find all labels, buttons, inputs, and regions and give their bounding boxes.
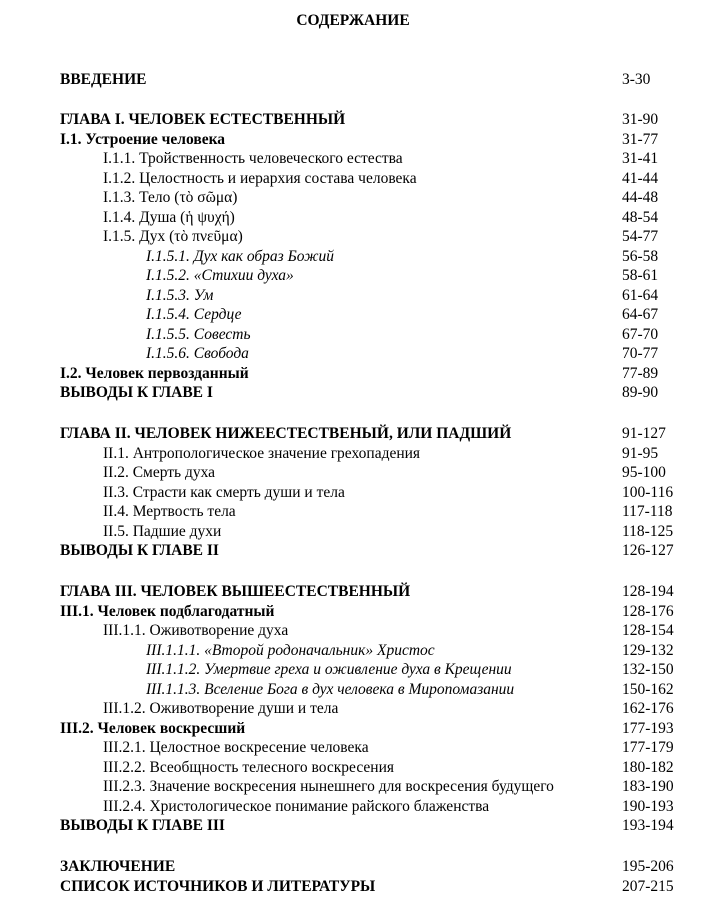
toc-entry-title: II.3. Страсти как смерть души и тела xyxy=(103,483,345,501)
toc-entry-pages: 128-176 xyxy=(622,602,674,620)
toc-entry xyxy=(0,444,706,464)
toc-entry xyxy=(0,286,706,306)
toc-entry-pages: 193-194 xyxy=(622,817,674,834)
toc-entry xyxy=(0,305,706,325)
toc-entry xyxy=(0,149,706,169)
toc-entry xyxy=(0,621,706,641)
toc-entry-pages: 207-215 xyxy=(622,877,674,895)
toc-entry-pages: 117-118 xyxy=(622,503,673,520)
toc-entry-pages: 91-95 xyxy=(622,444,659,462)
toc-entry xyxy=(0,699,706,719)
toc-entry-title: I.1.5.6. Свобода xyxy=(146,345,249,362)
toc-entry-pages: 128-154 xyxy=(622,622,674,639)
toc-entry xyxy=(0,857,706,877)
toc-entry xyxy=(0,602,706,622)
toc-entry-title: I.1.5. Дух (τὸ πνεῦμα) xyxy=(103,228,243,245)
toc-entry-title: III.2.1. Целостное воскресение человека xyxy=(103,739,369,756)
toc-entry-pages: 41-44 xyxy=(622,169,659,187)
toc-entry-pages: 183-190 xyxy=(622,778,674,795)
toc-entry-title: III.1.1.1. «Второй родоначальник» Христос xyxy=(146,641,435,659)
toc-entry-title: ВЫВОДЫ К ГЛАВЕ III xyxy=(60,817,225,834)
toc-entry-title: I.1.3. Тело (τὸ σῶμα) xyxy=(103,189,238,206)
page-title: СОДЕРЖАНИЕ xyxy=(296,12,410,29)
toc-entry-title: ГЛАВА III. ЧЕЛОВЕК ВЫШЕЕСТЕСТВЕННЫЙ xyxy=(60,583,411,600)
toc-entry xyxy=(0,719,706,739)
toc-entry-pages: 64-67 xyxy=(622,306,659,323)
toc-entry-title: I.1.5.1. Дух как образ Божий xyxy=(146,247,335,265)
toc-entry-title: ГЛАВА I. ЧЕЛОВЕК ЕСТЕСТВЕННЫЙ xyxy=(60,111,346,128)
toc-entry-pages: 91-127 xyxy=(622,425,666,442)
toc-entry-pages: 177-179 xyxy=(622,739,674,756)
toc-entry xyxy=(0,816,706,836)
toc-entry-title: II.2. Смерть духа xyxy=(103,464,216,481)
toc-entry-title: ВВЕДЕНИЕ xyxy=(60,71,147,88)
toc-entry-pages: 95-100 xyxy=(622,464,666,481)
toc-entry xyxy=(0,364,706,384)
toc-entry-title: III.1.1.3. Вселение Бога в дух человека в Миропомазании xyxy=(146,680,515,698)
toc-entry-title: I.1.1. Тройственность человеческого естества xyxy=(103,150,403,167)
toc-entry-pages: 31-41 xyxy=(622,150,659,167)
toc-entry xyxy=(0,247,706,267)
toc-entry xyxy=(0,169,706,189)
toc-entry xyxy=(0,877,706,897)
toc-entry-title: I.1.4. Душа (ἡ ψυχή) xyxy=(103,208,235,226)
toc-entry-title: III.2.3. Значение воскресения нынешнего для воскресения будущего xyxy=(103,778,554,795)
toc-entry-pages: 58-61 xyxy=(622,267,659,284)
toc-entry xyxy=(0,188,706,208)
toc-entry-pages: 128-194 xyxy=(622,583,674,600)
toc-entry-pages: 132-150 xyxy=(622,661,674,678)
toc-entry xyxy=(0,738,706,758)
toc-entry xyxy=(0,502,706,522)
toc-entry-title: III.1. Человек подблагодатный xyxy=(60,602,275,620)
toc-entry-title: I.1.5.3. Ум xyxy=(146,286,214,304)
toc-entry-pages: 180-182 xyxy=(622,758,674,776)
toc-entry xyxy=(0,777,706,797)
toc-entry xyxy=(0,227,706,247)
toc-entry xyxy=(0,582,706,602)
toc-entry xyxy=(0,522,706,542)
toc-entry-pages: 195-206 xyxy=(622,858,674,875)
toc-entry-pages: 150-162 xyxy=(622,680,674,698)
toc-entry-title: ЗАКЛЮЧЕНИЕ xyxy=(60,858,176,875)
toc-entry-pages: 190-193 xyxy=(622,797,674,815)
toc-entry-pages: 56-58 xyxy=(622,247,659,265)
toc-entry-title: III.2. Человек воскресший xyxy=(60,719,246,737)
toc-entry-title: I.1.2. Целостность и иерархия состава человека xyxy=(103,169,417,187)
toc-entry xyxy=(0,344,706,364)
toc-entry-pages: 31-77 xyxy=(622,130,659,148)
toc-entry-pages: 31-90 xyxy=(622,111,659,128)
toc-entry-pages: 177-193 xyxy=(622,719,674,737)
toc-entry xyxy=(0,130,706,150)
toc-entry-pages: 129-132 xyxy=(622,641,674,659)
toc-entry-title: III.1.1. Оживотворение духа xyxy=(103,622,289,639)
toc-entry-title: ВЫВОДЫ К ГЛАВЕ II xyxy=(60,542,219,559)
toc-entry xyxy=(0,758,706,778)
toc-entry-title: III.1.2. Оживотворение души и тела xyxy=(103,700,339,717)
toc-entry-title: I.1.5.4. Сердце xyxy=(146,306,242,323)
toc-entry-title: I.1.5.5. Совесть xyxy=(146,325,251,343)
toc-entry xyxy=(0,660,706,680)
toc-entry-pages: 70-77 xyxy=(622,345,659,362)
toc-entry-pages: 44-48 xyxy=(622,189,659,206)
toc-entry-pages: 118-125 xyxy=(622,522,674,540)
toc-entry-title: I.2. Человек первозданный xyxy=(60,364,249,382)
toc-entry-pages: 67-70 xyxy=(622,325,659,343)
toc-entry xyxy=(0,70,706,90)
toc-entry xyxy=(0,483,706,503)
toc-entry-pages: 54-77 xyxy=(622,228,659,245)
toc-entry-pages: 162-176 xyxy=(622,700,674,717)
toc-entry-title: СПИСОК ИСТОЧНИКОВ И ЛИТЕРАТУРЫ xyxy=(60,877,376,895)
toc-entry xyxy=(0,325,706,345)
toc-entry xyxy=(0,424,706,444)
toc-entry-title: ВЫВОДЫ К ГЛАВЕ I xyxy=(60,384,213,401)
toc-entry-title: II.4. Мертвость тела xyxy=(103,503,236,520)
toc-entry xyxy=(0,541,706,561)
toc-entry-title: ГЛАВА II. ЧЕЛОВЕК НИЖЕЕСТЕСТВЕНЫЙ, ИЛИ ПАДШИЙ xyxy=(60,425,512,442)
toc-entry xyxy=(0,463,706,483)
toc-entry xyxy=(0,208,706,228)
toc-entry xyxy=(0,110,706,130)
toc-entry xyxy=(0,266,706,286)
toc-entry-title: I.1.5.2. «Стихии духа» xyxy=(146,267,294,284)
toc-entry-pages: 48-54 xyxy=(622,208,659,226)
toc-entry-pages: 3-30 xyxy=(622,71,651,88)
toc-entry xyxy=(0,680,706,700)
toc-entry-pages: 100-116 xyxy=(622,483,674,501)
toc-entry-title: II.1. Антропологическое значение грехопадения xyxy=(103,444,421,462)
toc-entry-pages: 77-89 xyxy=(622,364,659,382)
toc-entry-title: III.1.1.2. Умертвие греха и оживление духа в Крещении xyxy=(146,661,512,678)
toc-entry-title: III.2.2. Всеобщность телесного воскресения xyxy=(103,758,394,776)
toc-entry xyxy=(0,797,706,817)
toc-entry-pages: 61-64 xyxy=(622,286,659,304)
toc-entry-pages: 126-127 xyxy=(622,542,674,559)
toc-entry xyxy=(0,641,706,661)
toc-entry-title: I.1. Устроение человека xyxy=(60,130,226,148)
toc-entry-title: II.5. Падшие духи xyxy=(103,522,222,540)
toc-entry xyxy=(0,383,706,403)
toc-entry-pages: 89-90 xyxy=(622,384,659,401)
toc-entry-title: III.2.4. Христологическое понимание райского блаженства xyxy=(103,797,490,815)
